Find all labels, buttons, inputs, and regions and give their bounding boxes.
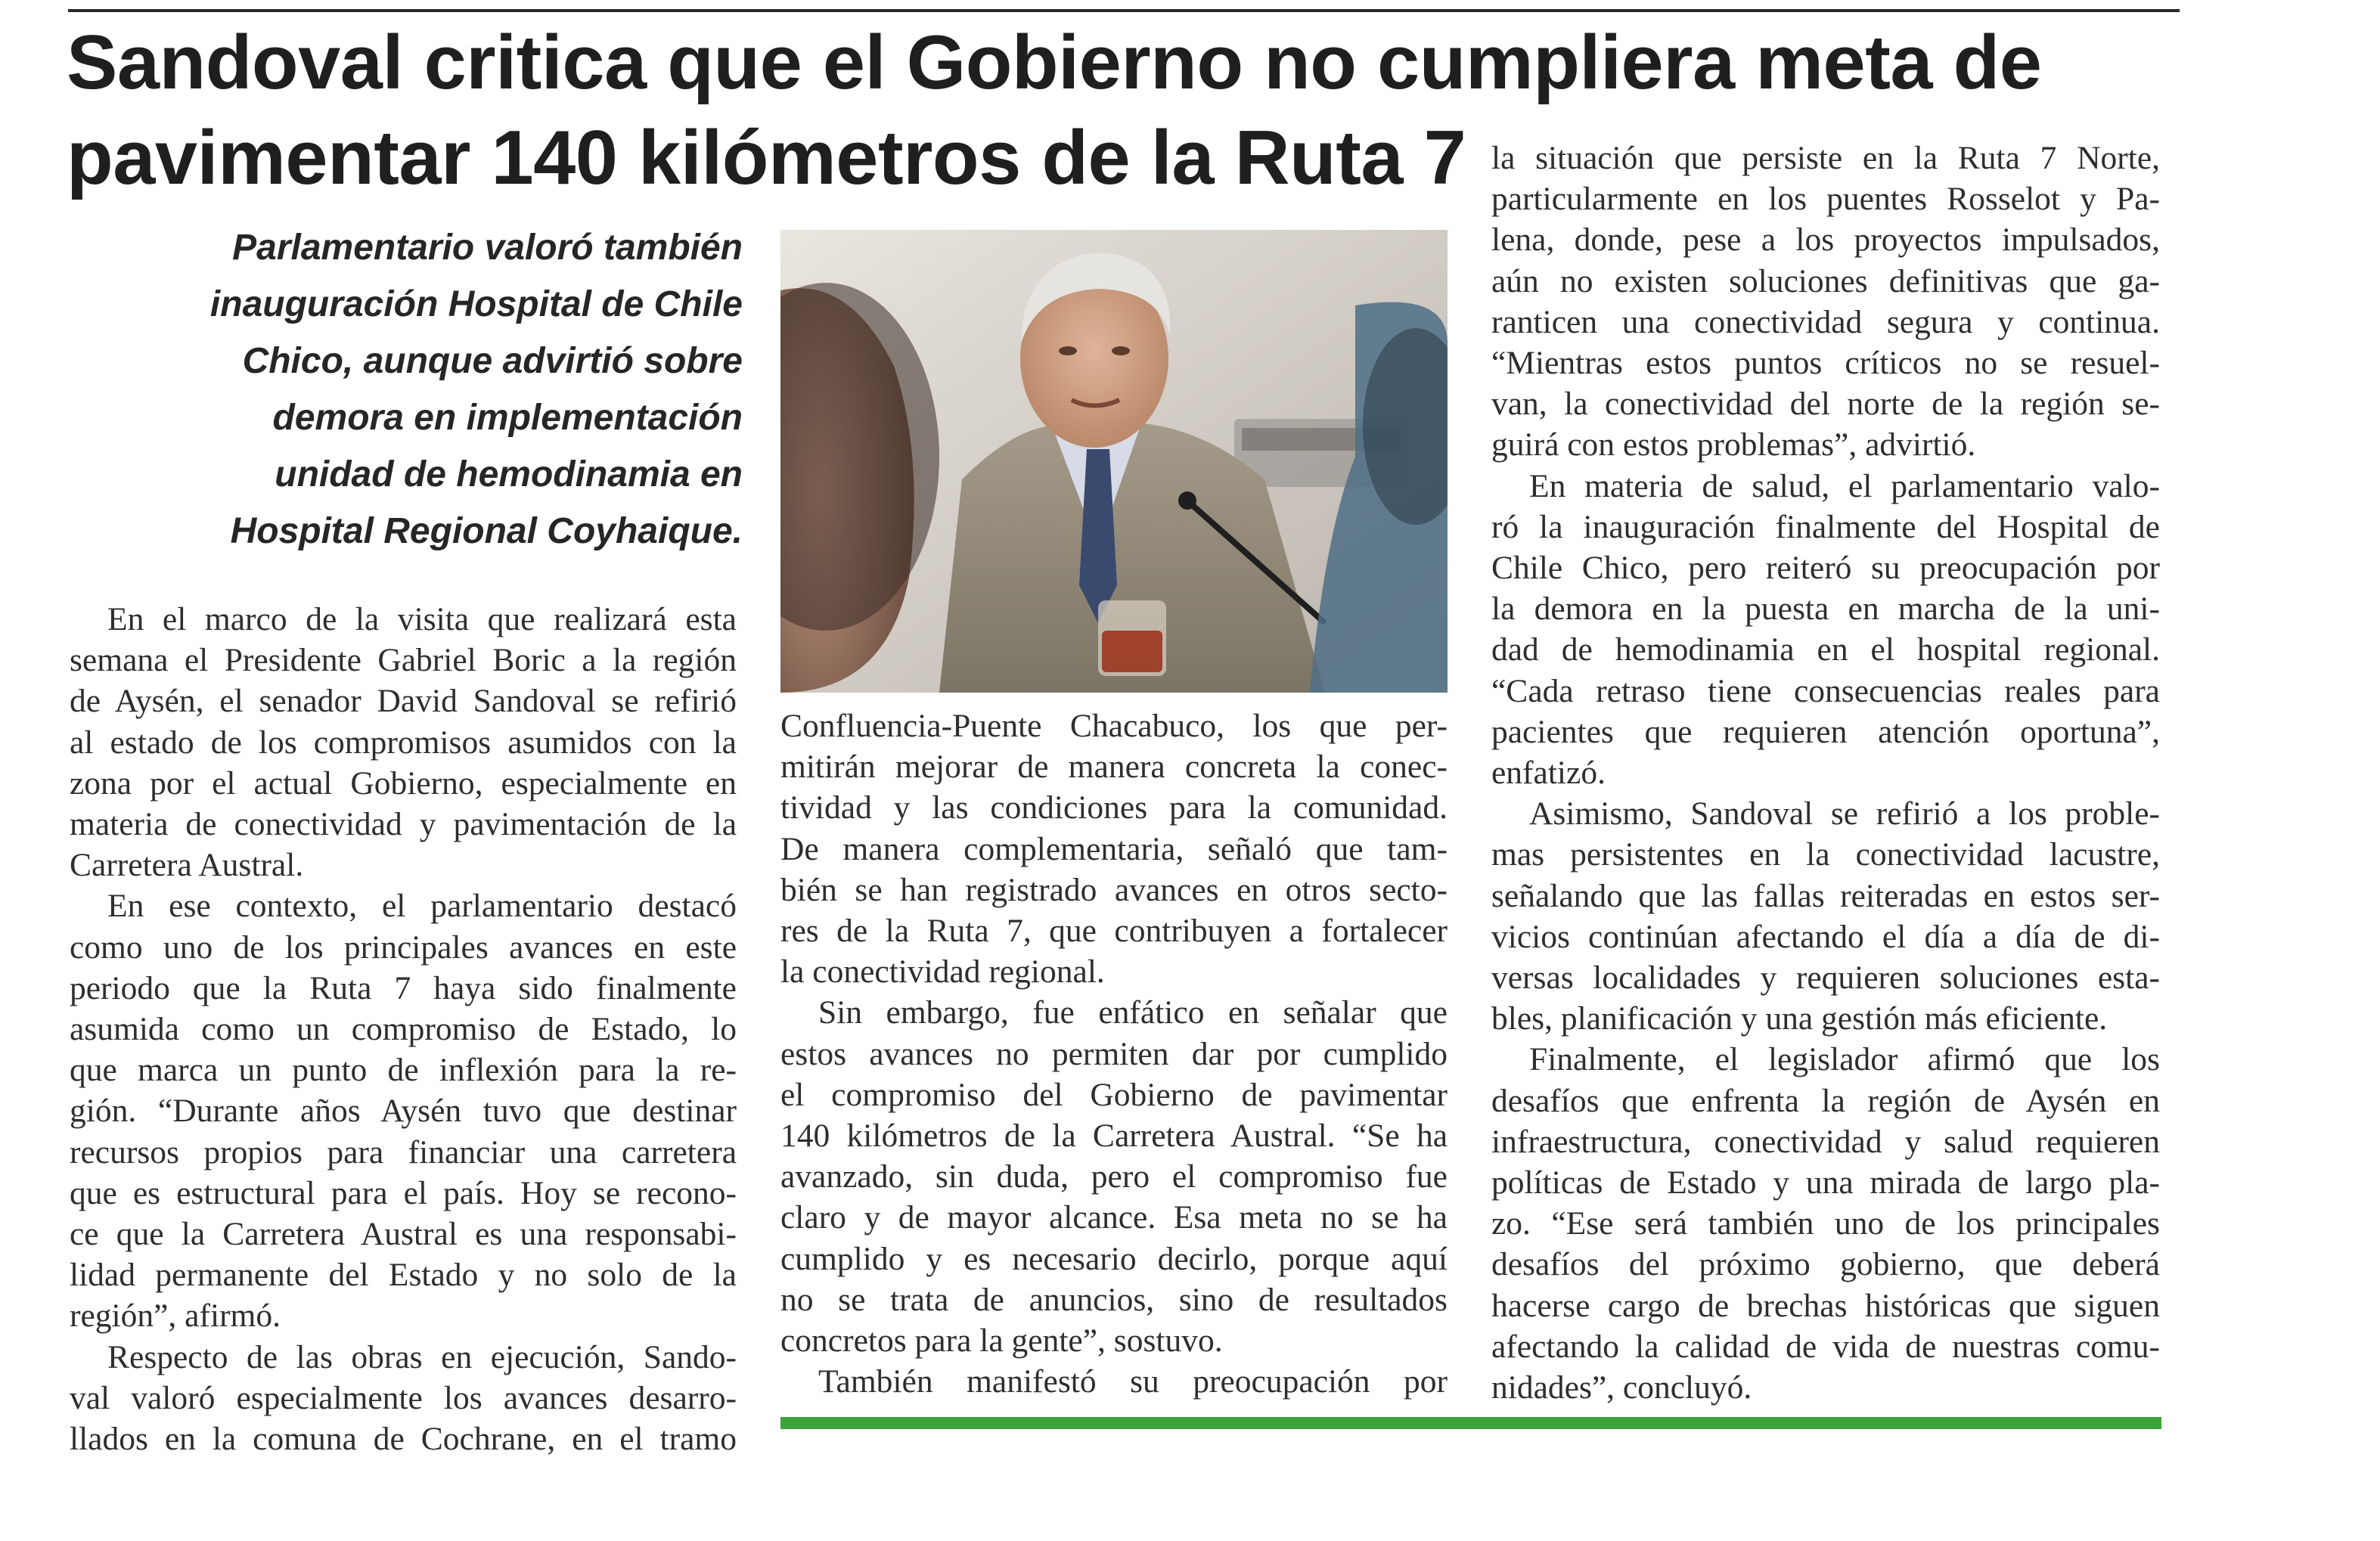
text-line: “Cada retraso tiene consecuencias reales para bbox=[1491, 672, 2160, 709]
text-line: “Mientras estos puntos críticos no se resuel- bbox=[1491, 345, 2160, 382]
text-line: periodo que la Ruta 7 haya sido finalmente bbox=[70, 969, 737, 1006]
text-line: infraestructura, conectividad y salud requieren bbox=[1491, 1123, 2160, 1160]
text-line: la demora en la puesta en marcha de la uni- bbox=[1491, 591, 2160, 628]
text-line: Asimismo, Sandoval se refirió a los proble- bbox=[1529, 795, 2160, 833]
text-line: bles, planificación y una gestión más eficiente. bbox=[1491, 1000, 2108, 1037]
text-line: no se trata de anuncios, sino de resultados bbox=[780, 1281, 1448, 1318]
text-line: Sin embargo, fue enfático en señalar que bbox=[818, 994, 1448, 1031]
text-line: De manera complementaria, señaló que tam- bbox=[780, 830, 1448, 867]
text-line: aún no existen soluciones definitivas que ga- bbox=[1491, 262, 2160, 299]
text-line: gión. “Durante años Aysén tuvo que destinar bbox=[70, 1093, 737, 1130]
top-rule bbox=[68, 9, 2180, 12]
text-line: Finalmente, el legislador afirmó que los bbox=[1529, 1041, 2160, 1078]
text-line: ranticen una conectividad segura y continua. bbox=[1491, 303, 2160, 340]
text-line: la situación que persiste en la Ruta 7 Norte, bbox=[1491, 140, 2160, 176]
photo-illustration bbox=[780, 230, 1448, 693]
subhead-line: Hospital Regional Coyhaique. bbox=[230, 511, 743, 551]
subhead-line: Chico, aunque advirtió sobre bbox=[242, 341, 743, 381]
text-line: mitirán mejorar de manera concreta la conec- bbox=[780, 749, 1448, 786]
text-line: políticas de Estado y una mirada de largo pla- bbox=[1491, 1164, 2160, 1201]
subhead-line: inauguración Hospital de Chile bbox=[209, 284, 743, 324]
text-line: que es estructural para el país. Hoy se recono- bbox=[70, 1174, 737, 1211]
text-line: lena, donde, pese a los proyectos impulsados, bbox=[1491, 222, 2160, 259]
text-line: concretos para la gente”, sostuvo. bbox=[780, 1322, 1223, 1360]
text-line: nidades”, concluyó. bbox=[1491, 1369, 1752, 1406]
senator-portrait-photo bbox=[780, 230, 1448, 693]
text-line: 140 kilómetros de la Carretera Austral. “Se ha bbox=[780, 1118, 1448, 1155]
text-line: desafíos del próximo gobierno, que deberá bbox=[1491, 1246, 2160, 1283]
text-line: En el marco de la visita que realizará esta bbox=[107, 601, 737, 637]
text-line: el compromiso del Gobierno de pavimentar bbox=[780, 1076, 1448, 1113]
text-line: versas localidades y requieren soluciones esta- bbox=[1491, 960, 2160, 997]
text-line: En ese contexto, el parlamentario destacó bbox=[107, 888, 737, 925]
text-line: asumida como un compromiso de Estado, lo bbox=[70, 1011, 737, 1048]
text-line: pacientes que requieren atención oportuna”, bbox=[1491, 713, 2160, 750]
text-line: zo. “Ese será también uno de los principales bbox=[1491, 1205, 2160, 1242]
text-line: de Aysén, el senador David Sandoval se refirió bbox=[70, 683, 737, 720]
text-line: hacerse cargo de brechas históricas que siguen bbox=[1491, 1287, 2160, 1324]
text-line: Carretera Austral. bbox=[70, 847, 304, 884]
text-line: llados en la comuna de Cochrane, en el tramo bbox=[70, 1421, 737, 1458]
text-line: bién se han registrado avances en otros secto- bbox=[780, 871, 1448, 908]
text-line: que marca un punto de inflexión para la re- bbox=[70, 1052, 737, 1089]
text-column-1 bbox=[70, 599, 737, 1459]
text-line: semana el Presidente Gabriel Boric a la región bbox=[70, 642, 737, 679]
subhead-line: demora en implementación bbox=[272, 398, 743, 438]
text-line: señalando que las fallas reiteradas en estos ser- bbox=[1491, 877, 2160, 914]
text-line: particularmente en los puentes Rosselot y Pa- bbox=[1491, 181, 2160, 218]
subheadline bbox=[70, 219, 743, 560]
text-line: región”, afirmó. bbox=[70, 1298, 281, 1335]
headline-line: pavimentar 140 kilómetros de la Ruta 7 bbox=[67, 116, 1466, 200]
text-line: dad de hemodinamia en el hospital regional. bbox=[1491, 631, 2160, 668]
text-column-3 bbox=[1491, 138, 2160, 1408]
text-line: guirá con estos problemas”, advirtió. bbox=[1491, 426, 1976, 464]
text-line: enfatizó. bbox=[1491, 755, 1606, 792]
subhead-line: Parlamentario valoró también bbox=[232, 228, 743, 268]
text-line: mas persistentes en la conectividad lacustre, bbox=[1491, 836, 2160, 873]
text-line: avanzado, sin duda, pero el compromiso fue bbox=[780, 1158, 1448, 1195]
text-line: tividad y las condiciones para la comunidad. bbox=[780, 789, 1448, 826]
text-line: claro y de mayor alcance. Esa meta no se ha bbox=[780, 1199, 1448, 1236]
text-line: En materia de salud, el parlamentario valo- bbox=[1529, 467, 2160, 504]
text-line: Confluencia-Puente Chacabuco, los que per- bbox=[780, 708, 1448, 744]
text-line: desafíos que enfrenta la región de Aysén en bbox=[1491, 1082, 2160, 1119]
headline-line: Sandoval critica que el Gobierno no cumpliera meta de bbox=[67, 20, 2042, 105]
text-line: res de la Ruta 7, que contribuyen a fortalecer bbox=[780, 913, 1448, 950]
accent-rule bbox=[780, 1417, 2161, 1429]
subhead-line: unidad de hemodinamia en bbox=[275, 454, 743, 495]
text-line: van, la conectividad del norte de la región se- bbox=[1491, 386, 2160, 423]
text-line: estos avances no permiten dar por cumplido bbox=[780, 1035, 1448, 1072]
text-line: ró la inauguración finalmente del Hospital de bbox=[1491, 508, 2160, 545]
text-line: afectando la calidad de vida de nuestras comu- bbox=[1491, 1328, 2160, 1365]
text-line: val valoró especialmente los avances desarro- bbox=[70, 1379, 737, 1416]
text-line: lidad permanente del Estado y no solo de la bbox=[70, 1257, 737, 1294]
text-line: Chile Chico, pero reiteró su preocupación por bbox=[1491, 550, 2160, 587]
text-line: cumplido y es necesario decirlo, porque aquí bbox=[780, 1240, 1448, 1277]
text-line: materia de conectividad y pavimentación de la bbox=[70, 806, 737, 843]
text-line: como uno de los principales avances en este bbox=[70, 929, 737, 966]
text-line: la conectividad regional. bbox=[780, 953, 1105, 991]
text-line: recursos propios para financiar una carretera bbox=[70, 1133, 737, 1170]
text-line: al estado de los compromisos asumidos con la bbox=[70, 724, 737, 761]
text-line: Respecto de las obras en ejecución, Sando- bbox=[107, 1338, 737, 1375]
text-line: ce que la Carretera Austral es una responsabi- bbox=[70, 1216, 737, 1253]
text-line: vicios continúan afectando el día a día de di- bbox=[1491, 918, 2160, 955]
text-line: zona por el actual Gobierno, especialmente en bbox=[70, 764, 737, 802]
text-line: También manifestó su preocupación por bbox=[818, 1363, 1448, 1400]
text-column-2 bbox=[780, 705, 1448, 1402]
